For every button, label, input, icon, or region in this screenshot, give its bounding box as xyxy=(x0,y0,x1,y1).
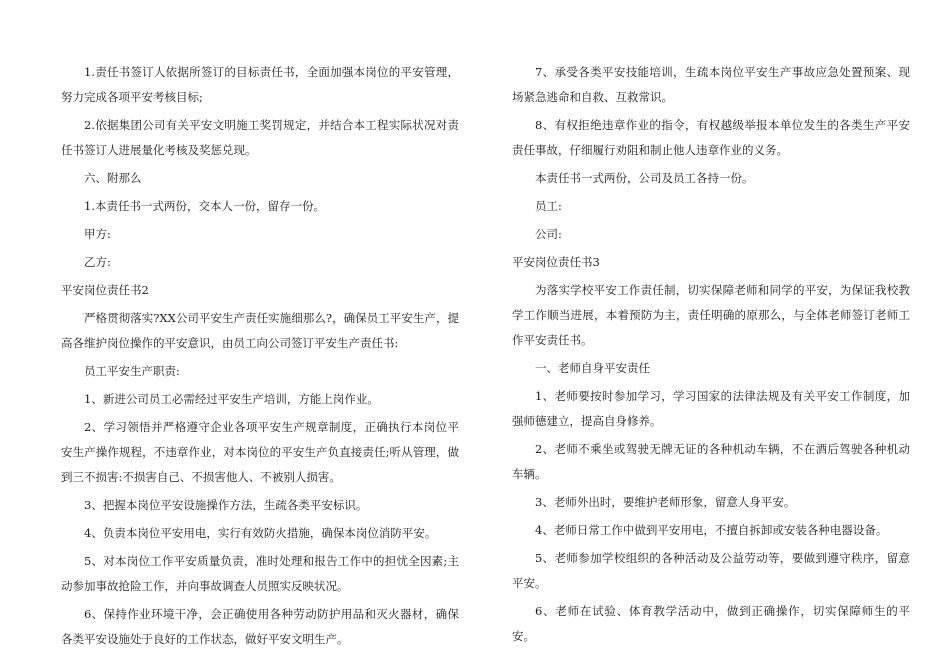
paragraph: 1.本责任书一式两份，交本人一份，留存一份。 xyxy=(84,199,325,213)
list-item: 5、对本岗位工作平安质量负责，准时处理和报告工作中的担忧全因素;主动参加事故抢险工作，并向事故调查人员照实反映状况。 xyxy=(61,554,459,593)
paragraph: 1.责任书签订人依据所签订的目标责任书，全面加强本岗位的平安管理，努力完成各项平安考核目标; xyxy=(61,65,459,104)
list-item: 2、老师不乘坐或驾驶无牌无证的各种机动车辆，不在酒后驾驶各种机动车辆。 xyxy=(512,442,910,481)
signature-party-a: 甲方: xyxy=(84,227,111,241)
signature-employee: 员工: xyxy=(535,199,562,213)
section-heading: 一、老师自身平安责任 xyxy=(535,361,650,375)
list-item: 8、有权拒绝违章作业的指令，有权越级举报本单位发生的各类生产平安责任事故，仔细履行劝阻和制止他人违章作业的义务。 xyxy=(512,118,910,157)
signature-party-b: 乙方: xyxy=(84,255,111,269)
left-column xyxy=(61,60,459,655)
paragraph: 本责任书一式两份，公司及员工各持一份。 xyxy=(535,171,754,185)
document-title: 平安岗位责任书3 xyxy=(512,255,600,269)
list-item: 5、老师参加学校组织的各种活动及公益劳动等，要做到遵守秩序，留意平安。 xyxy=(512,551,910,590)
list-item: 3、老师外出时，要维护老师形象，留意人身平安。 xyxy=(535,495,796,509)
list-item: 1、老师要按时参加学习，学习国家的法律法规及有关平安工作制度，加强师德建立，提高自身修养。 xyxy=(512,389,910,428)
paragraph: 为落实学校平安工作责任制，切实保障老师和同学的平安，为保证我校教学工作顺当进展，本着预防为主，责任明确的原那么，与全体老师签订老师工作平安责任书。 xyxy=(512,283,910,347)
list-item: 7、承受各类平安技能培训，生疏本岗位平安生产事故应急处置预案、现场紧急逃命和自救、互救常识。 xyxy=(512,65,910,104)
list-item: 6、保持作业环境干净，会正确使用各种劳动防护用品和灭火器材，确保各类平安设施处于良好的工作状态，做好平安文明生产。 xyxy=(61,607,459,646)
list-item: 6、老师在试验、体育教学活动中，做到正确操作，切实保障师生的平安。 xyxy=(512,604,910,643)
paragraph: 2.依据集团公司有关平安文明施工奖罚规定，并结合本工程实际状况对责任书签订人进展量化考核及奖惩兑现。 xyxy=(61,118,459,157)
signature-company: 公司: xyxy=(535,227,562,241)
right-column xyxy=(512,60,910,652)
list-item: 2、学习领悟并严格遵守企业各项平安生产规章制度，正确执行本岗位平安生产操作规程，不违章作业，对本岗位的平安生产负直接责任;听从管理，做到三不损害:不损害自己、不损害他人、不被别人损害。 xyxy=(61,420,459,484)
document-title: 平安岗位责任书2 xyxy=(61,283,149,297)
list-item: 4、老师日常工作中做到平安用电，不擅自拆卸或安装各种电器设备。 xyxy=(535,523,888,537)
list-item: 1、新进公司员工必需经过平安生产培训，方能上岗作业。 xyxy=(84,392,379,406)
paragraph: 严格贯彻落实?XX公司平安生产责任实施细那么?，确保员工平安生产，提高各维护岗位操作的平安意识，由员工向公司签订平安生产责任书: xyxy=(61,311,459,350)
list-item: 4、负责本岗位平安用电，实行有效防火措施，确保本岗位消防平安。 xyxy=(84,526,437,540)
list-item: 3、把握本岗位平安设施操作方法，生疏各类平安标识。 xyxy=(84,498,368,512)
section-heading: 六、附那么 xyxy=(84,171,142,185)
section-heading: 员工平安生产职责: xyxy=(84,364,180,378)
